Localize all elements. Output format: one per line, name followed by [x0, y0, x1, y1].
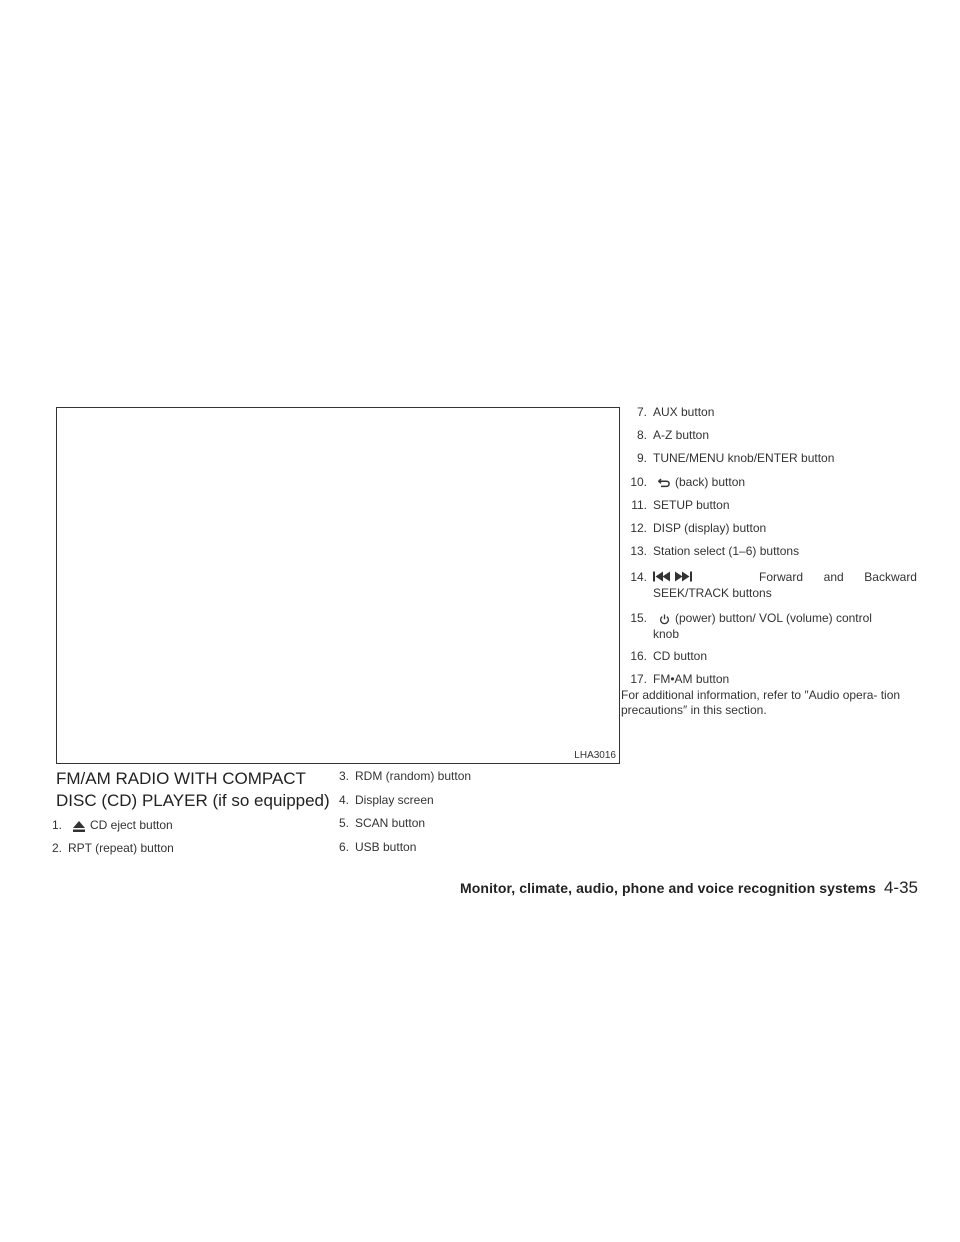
item-text: SCAN button: [355, 816, 426, 830]
item-text: Display screen: [355, 793, 434, 807]
item-number: 9.: [636, 451, 647, 465]
item-number: 10.: [630, 475, 647, 489]
list-item-7: [621, 405, 714, 420]
list-item-2: [36, 841, 174, 856]
list-item-15: [621, 611, 917, 642]
item-number: 2.: [51, 841, 62, 855]
item-number: 8.: [636, 428, 647, 442]
section-heading-line1: FM/AM RADIO WITH COMPACT: [56, 769, 306, 788]
item-text: (power) button/ VOL (volume) control: [675, 611, 872, 625]
list-item-6: [323, 840, 416, 855]
list-item-10: [621, 475, 745, 491]
item-number: 16.: [630, 649, 647, 663]
eject-icon: [68, 819, 90, 834]
item-number: 4.: [338, 793, 349, 807]
item-number: 11.: [631, 498, 647, 512]
item-text: SETUP button: [653, 498, 730, 512]
item-number: 15.: [630, 611, 647, 625]
item-text: A-Z button: [653, 428, 710, 442]
footer-section-title: Monitor, climate, audio, phone and voice recognition systems: [460, 880, 876, 896]
item-number: 14.: [630, 570, 647, 584]
list-item-12: [621, 521, 766, 536]
item-text: CD eject button: [90, 818, 173, 832]
seek-track-icon: [653, 571, 693, 586]
item-number: 6.: [338, 840, 349, 854]
figure-frame: [56, 407, 620, 764]
item-text-word-forward: Forward: [759, 570, 804, 584]
list-item-9: [621, 451, 834, 466]
item-number: 13.: [630, 544, 647, 558]
item-number: 7.: [636, 405, 647, 419]
power-icon: [653, 612, 675, 627]
list-item-16: [621, 649, 707, 664]
item-number: 17.: [630, 672, 647, 686]
list-item-8: [621, 428, 709, 443]
item-text: RDM (random) button: [355, 769, 472, 783]
list-item-4: [323, 793, 434, 808]
list-item-1: [36, 818, 173, 834]
section-heading: [56, 768, 346, 812]
item-text-word-and: and: [823, 570, 844, 584]
item-text-word-backward: Backward: [864, 570, 917, 584]
list-item-13: [621, 544, 799, 559]
item-text: (back) button: [675, 475, 746, 489]
list-item-17: [621, 672, 729, 687]
item-number: 1.: [51, 818, 62, 832]
list-item-3: [323, 769, 471, 784]
list-item-5: [323, 816, 425, 831]
item-text: AUX button: [653, 405, 715, 419]
item-number: 5.: [338, 816, 349, 830]
back-arrow-icon: [653, 476, 675, 491]
item-text: FM•AM button: [653, 672, 730, 686]
reference-note: For additional information, refer to ″Audio opera- tion precautions″ in this section.: [621, 688, 901, 717]
item-number: 3.: [338, 769, 349, 783]
page-footer: [452, 878, 918, 898]
item-number: 12.: [630, 521, 647, 535]
figure-code: LHA3016: [574, 750, 616, 761]
page-number: 4-35: [883, 878, 918, 897]
list-item-11: [621, 498, 730, 513]
section-heading-line2: DISC (CD) PLAYER (if so equipped): [56, 791, 330, 810]
item-text: TUNE/MENU knob/ENTER button: [653, 451, 835, 465]
item-text: CD button: [653, 649, 708, 663]
item-text: RPT (repeat) button: [68, 841, 174, 855]
list-item-14: [621, 570, 917, 601]
item-text: USB button: [355, 840, 417, 854]
item-text-line2: SEEK/TRACK buttons: [653, 586, 772, 600]
item-text-line2: knob: [653, 627, 680, 641]
item-text: Station select (1–6) buttons: [653, 544, 800, 558]
item-text: DISP (display) button: [653, 521, 767, 535]
